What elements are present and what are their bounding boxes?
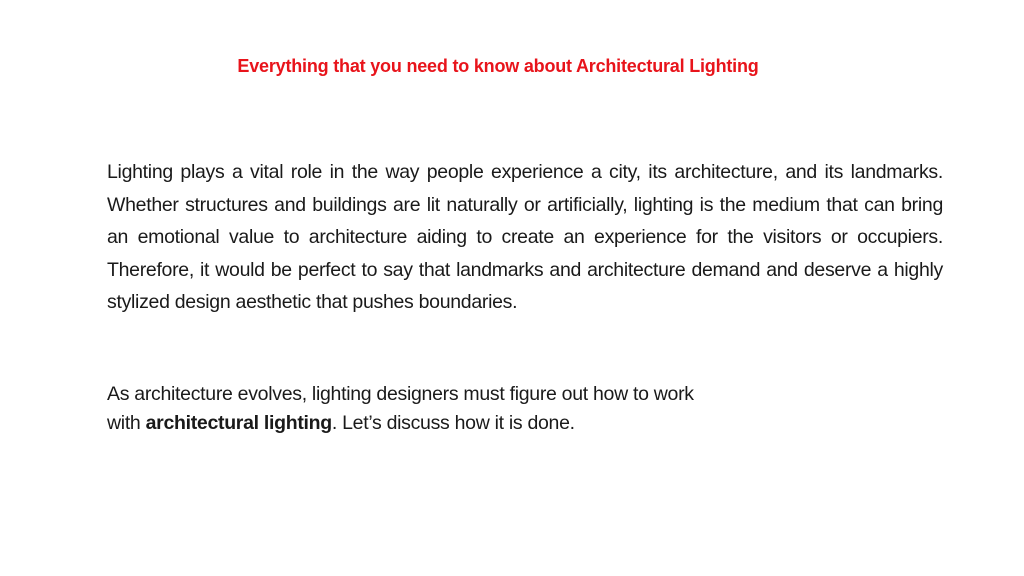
slide-title: Everything that you need to know about Architectural Lighting (237, 56, 759, 76)
discussion-line-1: As architecture evolves, lighting designers must figure out how to work (107, 383, 694, 405)
discussion-prefix: with (107, 412, 146, 434)
intro-paragraph: Lighting plays a vital role in the way people experience a city, its architecture, and its landmarks. Whether structures and buildings are lit naturally or artificially, lighting is the medium that can bring an emotional value to architecture aiding to create an experience for the visitors or occupiers. Therefore, it would be perfect to say that landmarks and architecture demand and deserve a highly stylized design aesthetic that pushes boundaries. (107, 161, 943, 313)
architectural-lighting-emphasis: architectural lighting (145, 412, 332, 434)
discussion-line-2 (107, 409, 943, 438)
discussion-paragraph (107, 380, 943, 438)
discussion-suffix: . Let’s discuss how it is done. (331, 412, 575, 434)
